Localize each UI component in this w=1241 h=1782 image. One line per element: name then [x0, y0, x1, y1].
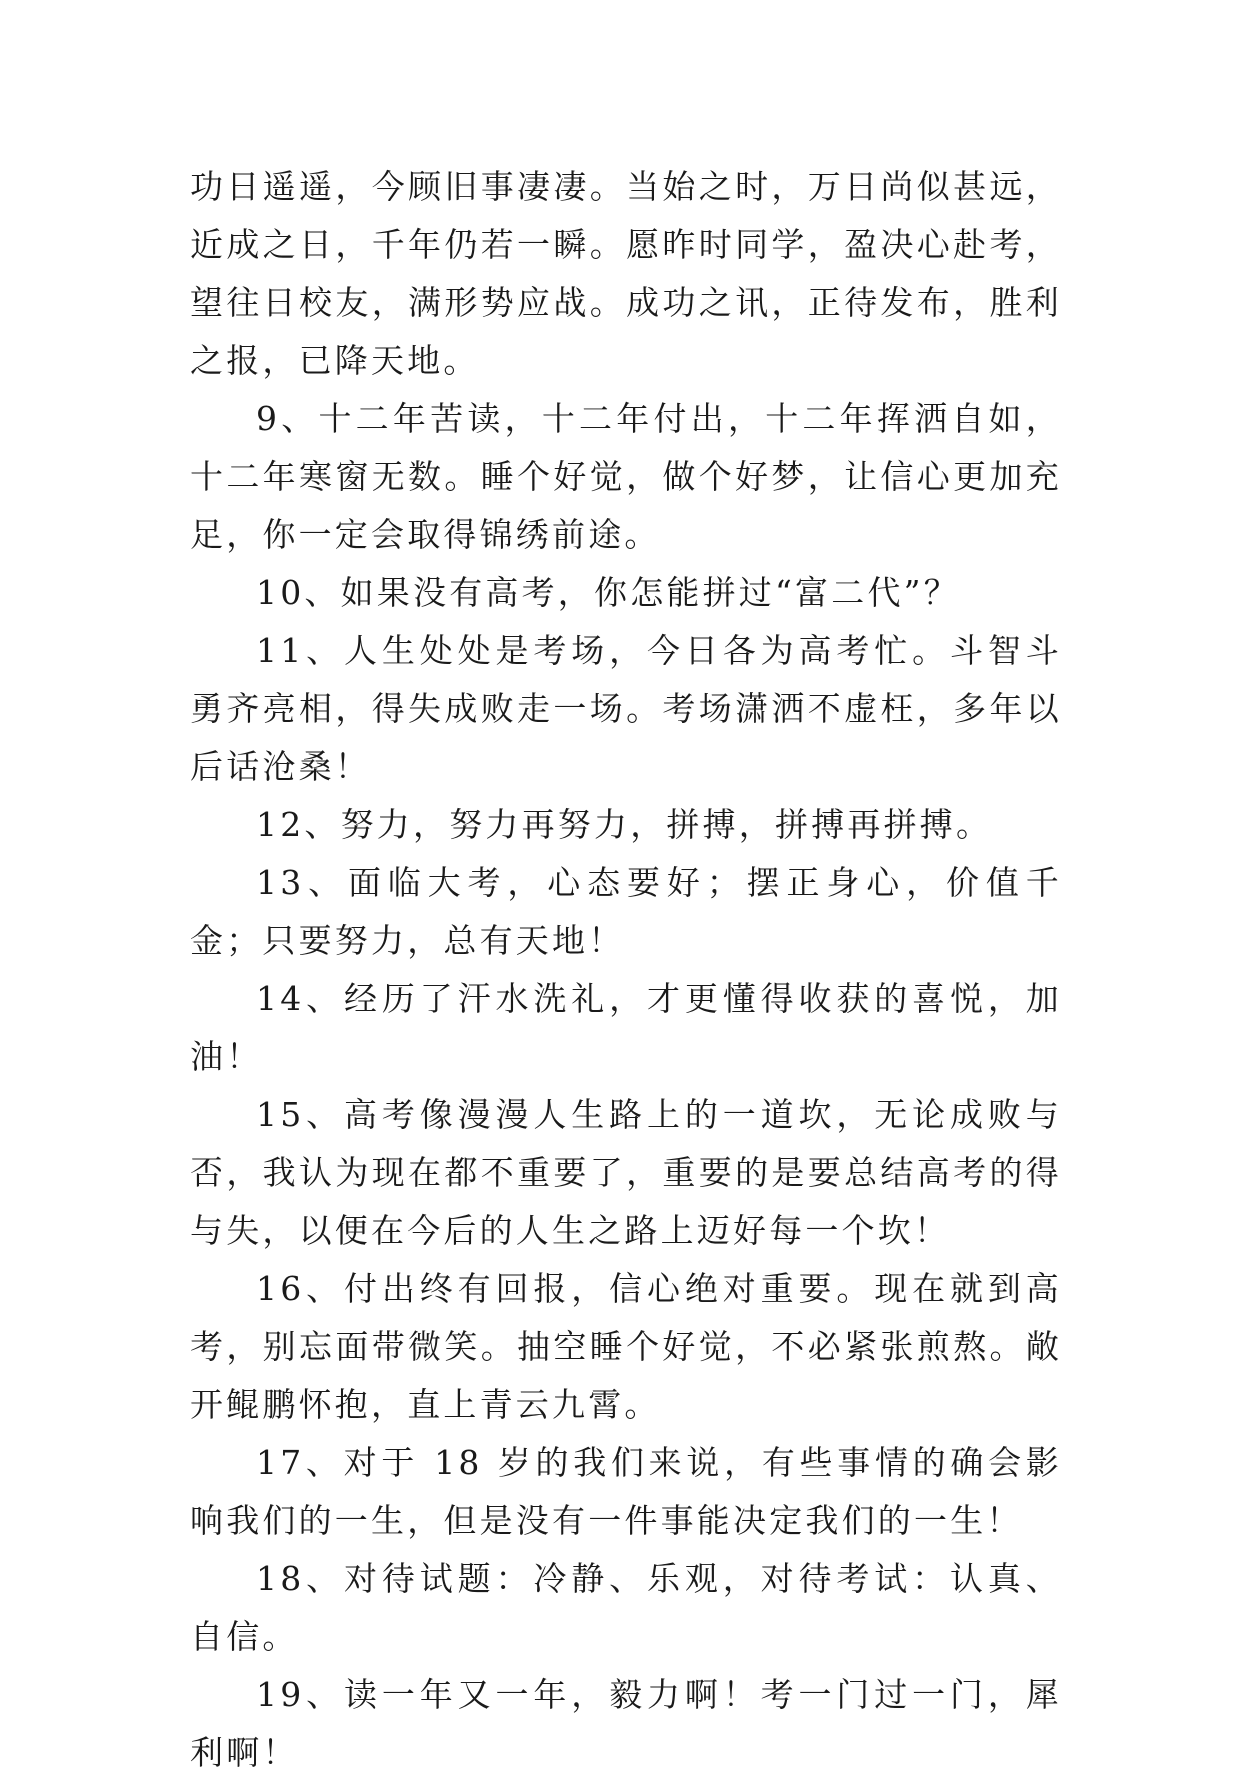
document-body: [190, 158, 1062, 1782]
paragraph-item-11: 11、人生处处是考场，今日各为高考忙。斗智斗勇齐亮相，得失成败走一场。考场潇洒不虚枉，多年以后话沧桑！: [190, 631, 1062, 786]
paragraph-item-17: 17、对于 18 岁的我们来说，有些事情的确会影响我们的一生，但是没有一件事能决定我们的一生！: [190, 1443, 1062, 1540]
paragraph-item-18: 18、对待试题：冷静、乐观，对待考试：认真、自信。: [190, 1559, 1062, 1656]
paragraph-item-9: 9、十二年苦读，十二年付出，十二年挥洒自如，十二年寒窗无数。睡个好觉，做个好梦，让信心更加充足，你一定会取得锦绣前途。: [190, 399, 1062, 554]
paragraph-item-14: 14、经历了汗水洗礼，才更懂得收获的喜悦，加油！: [190, 979, 1062, 1076]
paragraph-item-19: 19、读一年又一年，毅力啊！考一门过一门，犀利啊！: [190, 1675, 1062, 1772]
paragraph-item-16: 16、付出终有回报，信心绝对重要。现在就到高考，别忘面带微笑。抽空睡个好觉，不必紧张煎熬。敞开鲲鹏怀抱，直上青云九霄。: [190, 1269, 1062, 1424]
paragraph-continuation: 功日遥遥，今顾旧事凄凄。当始之时，万日尚似甚远，近成之日，千年仍若一瞬。愿昨时同学，盈决心赴考，望往日校友，满形势应战。成功之讯，正待发布，胜利之报，已降天地。: [190, 167, 1062, 380]
paragraph-item-13: 13、面临大考，心态要好；摆正身心，价值千金；只要努力，总有天地！: [190, 863, 1062, 960]
paragraph-item-12: 12、努力，努力再努力，拼搏，拼搏再拼搏。: [256, 805, 993, 844]
paragraph-item-15: 15、高考像漫漫人生路上的一道坎，无论成败与否，我认为现在都不重要了，重要的是要总结高考的得与失，以便在今后的人生之路上迈好每一个坎！: [190, 1095, 1062, 1250]
paragraph-item-10: 10、如果没有高考，你怎能拼过“富二代”？: [256, 573, 960, 612]
